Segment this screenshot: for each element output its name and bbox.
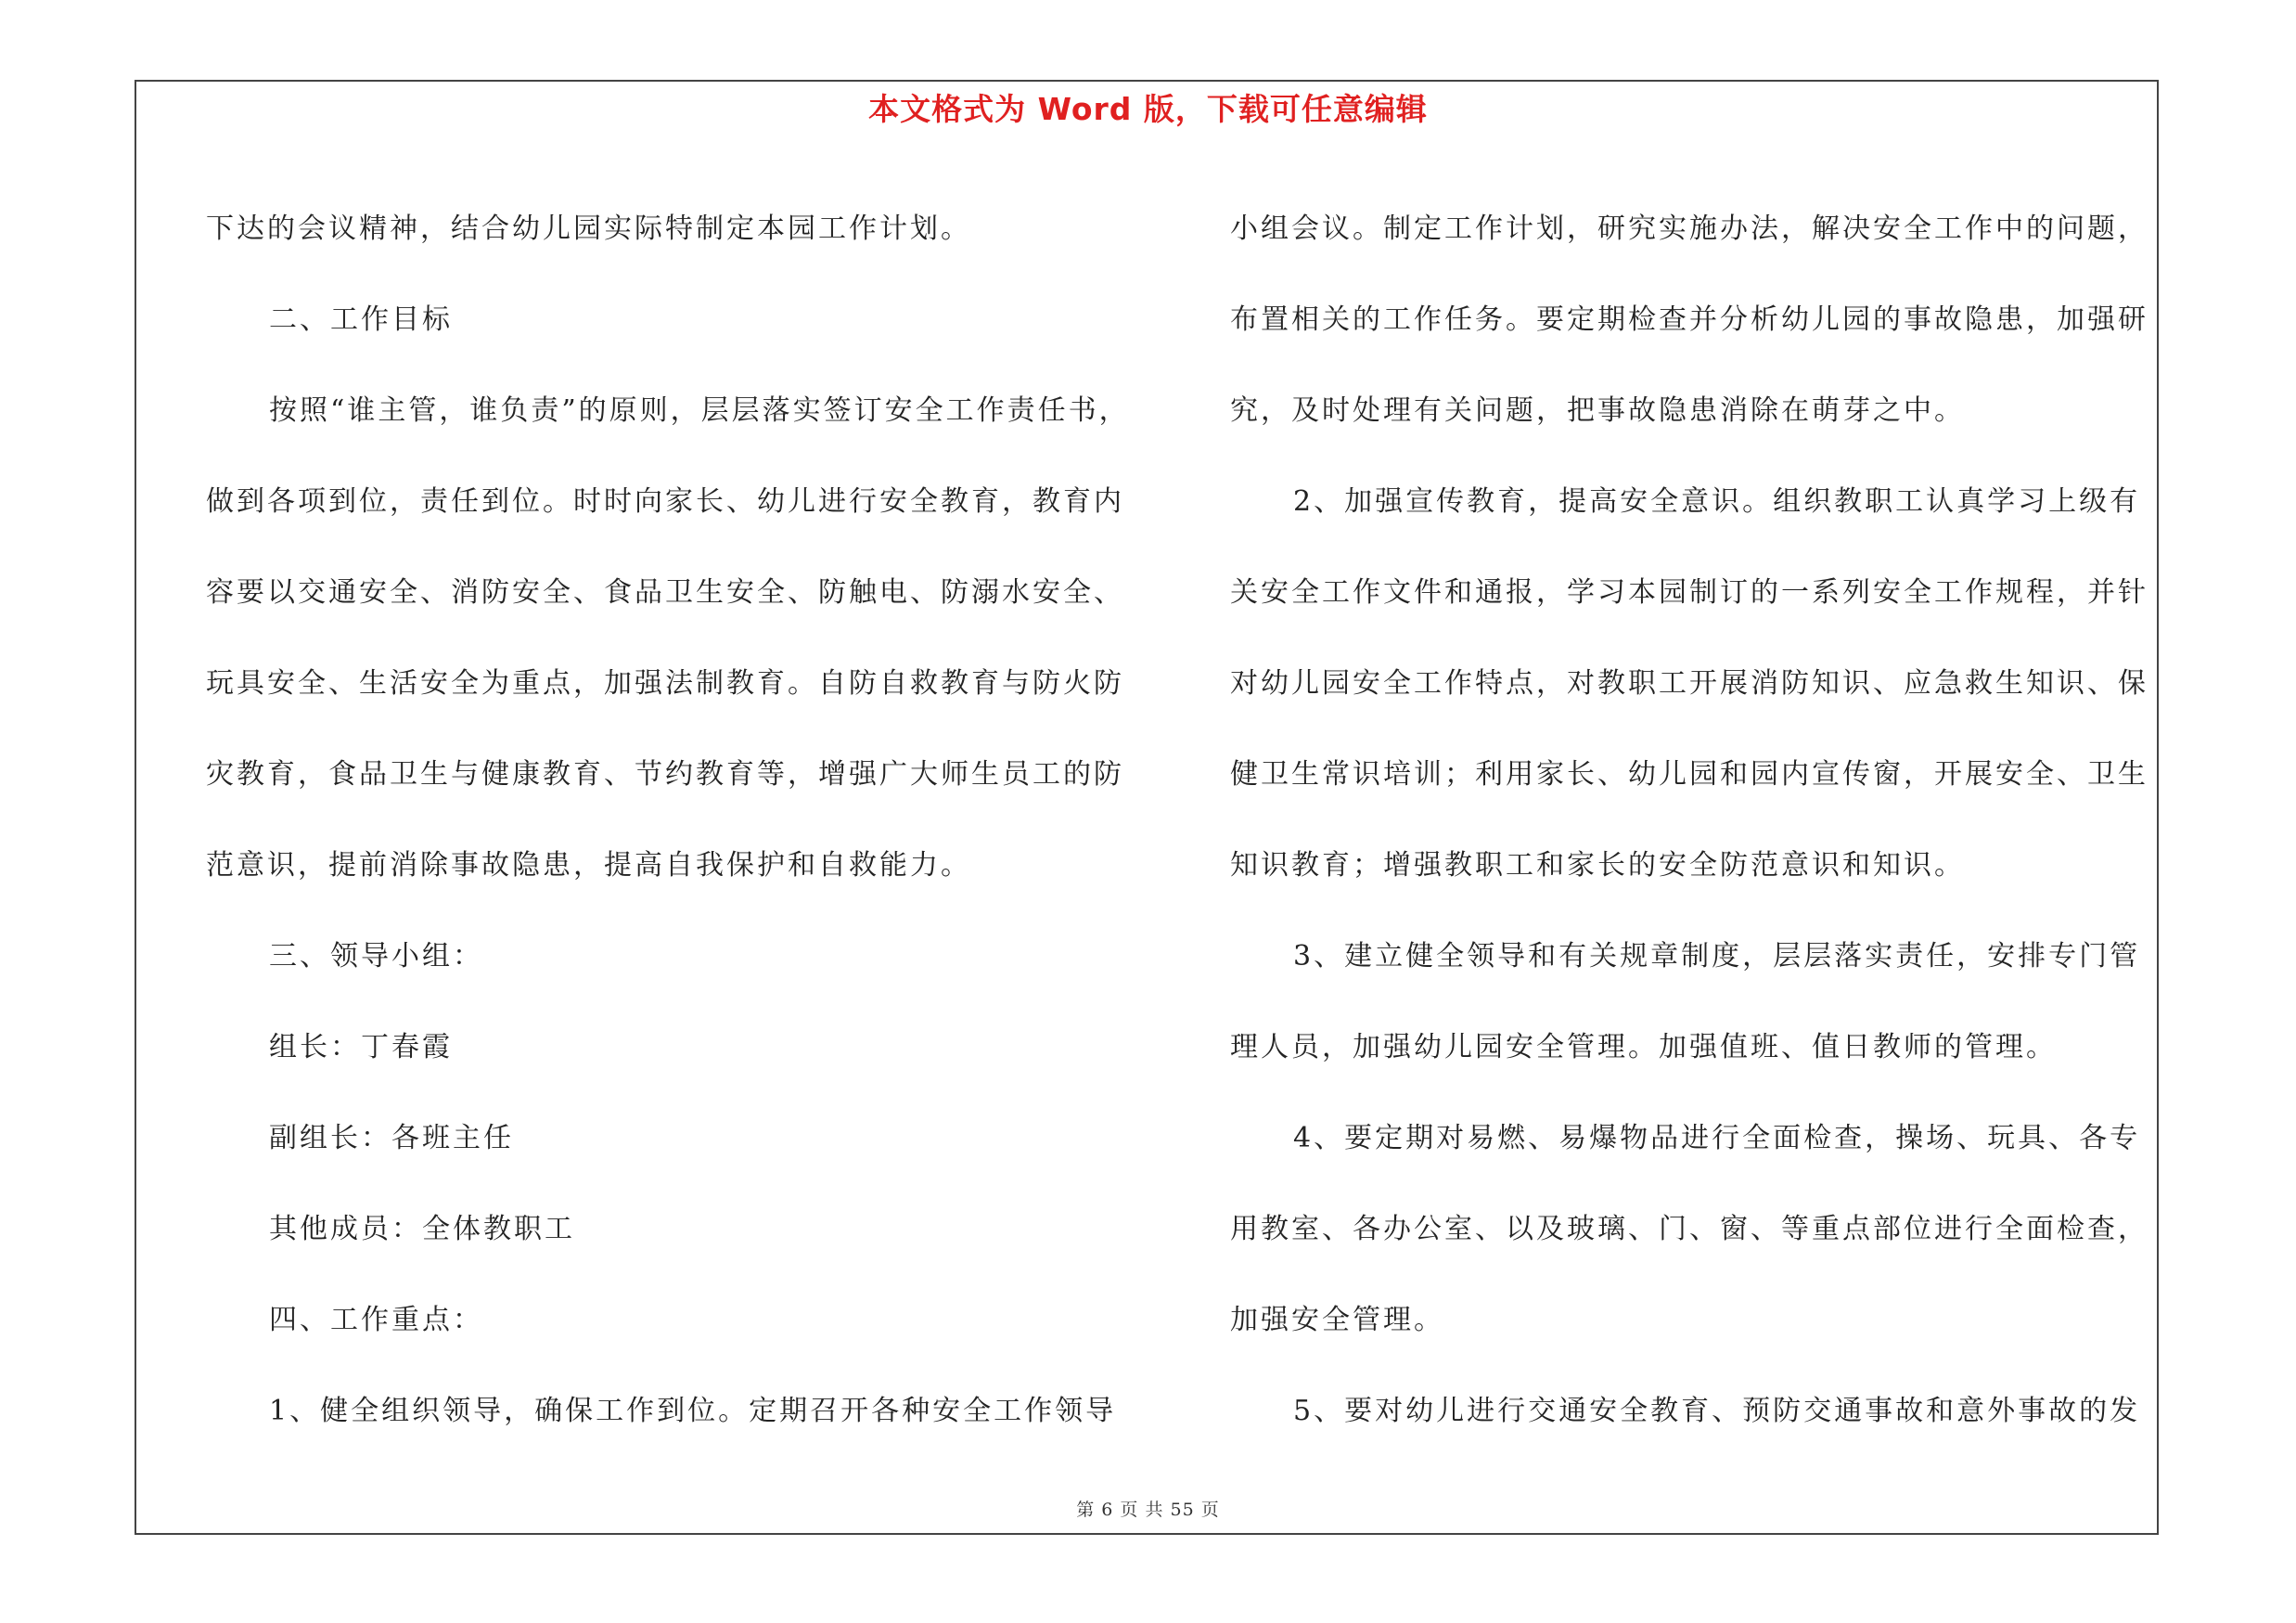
paragraph-line: 其他成员：全体教职工 [269, 1213, 575, 1245]
paragraph-line: 2、加强宣传教育，提高安全意识。组织教职工认真学习上级有 [1293, 485, 2141, 518]
paragraph-line: 究，及时处理有关问题，把事故隐患消除在萌芽之中。 [1230, 394, 1965, 427]
paragraph-line: 按照“谁主管，谁负责”的原则，层层落实签订安全工作责任书， [269, 394, 1130, 427]
paragraph-line: 三、领导小组： [269, 940, 483, 973]
paragraph-line: 下达的会议精神，结合幼儿园实际特制定本园工作计划。 [206, 213, 971, 245]
paragraph-line: 四、工作重点： [269, 1304, 483, 1336]
right-text-column [1230, 184, 2172, 1457]
paragraph-line: 5、要对幼儿进行交通安全教育、预防交通事故和意外事故的发 [1293, 1395, 2141, 1427]
paragraph-line: 理人员，加强幼儿园安全管理。加强值班、值日教师的管理。 [1230, 1031, 2057, 1063]
paragraph-line: 用教室、各办公室、以及玻璃、门、窗、等重点部位进行全面检查， [1230, 1213, 2148, 1245]
page-number-footer: 第 6 页 共 55 页 [1076, 1500, 1220, 1520]
paragraph-line: 4、要定期对易燃、易爆物品进行全面检查，操场、玩具、各专 [1293, 1122, 2141, 1154]
paragraph-line: 健卫生常识培训；利用家长、幼儿园和园内宣传窗，开展安全、卫生 [1230, 758, 2148, 791]
paragraph-line: 小组会议。制定工作计划，研究实施办法，解决安全工作中的问题， [1230, 213, 2148, 245]
paragraph-line: 容要以交通安全、消防安全、食品卫生安全、防触电、防溺水安全、 [206, 576, 1124, 609]
paragraph-line: 知识教育；增强教职工和家长的安全防范意识和知识。 [1230, 849, 1965, 882]
paragraph-line: 范意识，提前消除事故隐患，提高自我保护和自救能力。 [206, 849, 971, 882]
paragraph-line: 关安全工作文件和通报，学习本园制订的一系列安全工作规程，并针 [1230, 576, 2148, 609]
paragraph-line: 做到各项到位，责任到位。时时向家长、幼儿进行安全教育，教育内 [206, 485, 1124, 518]
paragraph-line: 对幼儿园安全工作特点，对教职工开展消防知识、应急救生知识、保 [1230, 667, 2148, 700]
paragraph-line: 灾教育，食品卫生与健康教育、节约教育等，增强广大师生员工的防 [206, 758, 1124, 791]
paragraph-line: 3、建立健全领导和有关规章制度，层层落实责任，安排专门管 [1293, 940, 2141, 973]
left-text-column [206, 184, 1171, 1457]
paragraph-line: 二、工作目标 [269, 303, 453, 336]
paragraph-line: 组长：丁春霞 [269, 1031, 453, 1063]
paragraph-line: 玩具安全、生活安全为重点，加强法制教育。自防自救教育与防火防 [206, 667, 1124, 700]
paragraph-line: 加强安全管理。 [1230, 1304, 1444, 1336]
paragraph-line: 副组长：各班主任 [269, 1122, 514, 1154]
paragraph-line: 布置相关的工作任务。要定期检查并分析幼儿园的事故隐患，加强研 [1230, 303, 2148, 336]
document-banner: 本文格式为 Word 版，下载可任意编辑 [868, 91, 1428, 127]
paragraph-line: 1、健全组织领导，确保工作到位。定期召开各种安全工作领导 [269, 1395, 1117, 1427]
